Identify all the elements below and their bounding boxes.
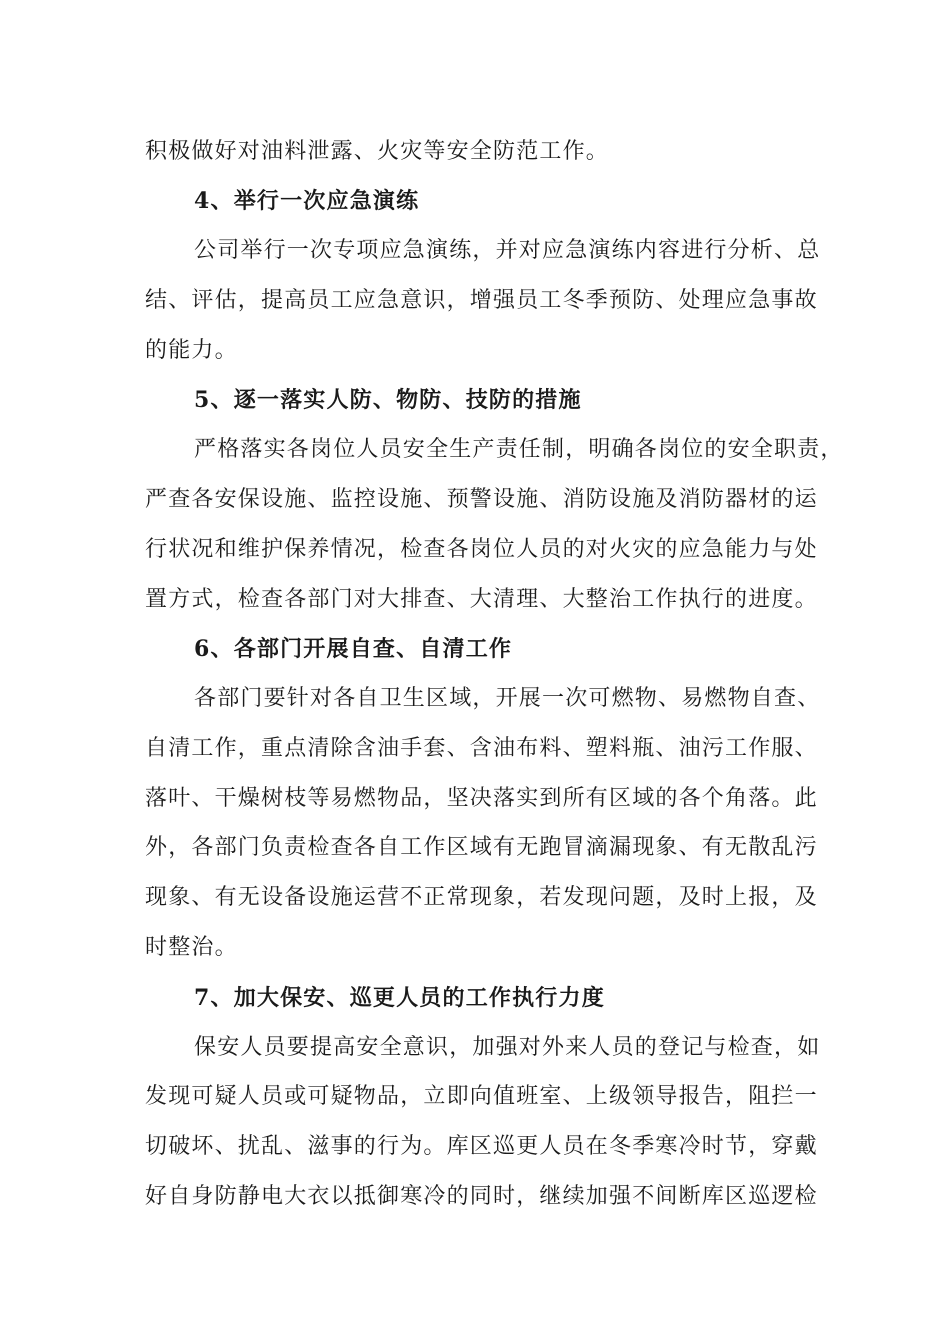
paragraph-line: 行状况和维护保养情况，检查各岗位人员的对火灾的应急能力与处 [145, 537, 818, 562]
paragraph-line: 公司举行一次专项应急演练，并对应急演练内容进行分析、总 [194, 238, 821, 263]
paragraph-line: 时整治。 [145, 935, 238, 960]
paragraph-line: 保安人员要提高安全意识，加强对外来人员的登记与检查，如 [194, 1035, 821, 1060]
paragraph-line: 置方式，检查各部门对大排查、大清理、大整治工作执行的进度。 [145, 587, 818, 612]
section-heading-6: 6、各部门开展自查、自清工作 [194, 636, 513, 662]
paragraph-line: 的能力。 [145, 338, 238, 363]
paragraph-line: 结、评估，提高员工应急意识，增强员工冬季预防、处理应急事故 [145, 288, 818, 313]
section-heading-5: 5、逐一落实人防、物防、技防的措施 [194, 387, 582, 413]
paragraph-line: 积极做好对油料泄露、火灾等安全防范工作。 [145, 139, 610, 164]
paragraph-line: 好自身防静电大衣以抵御寒冷的同时，继续加强不间断库区巡逻检 [145, 1184, 818, 1209]
paragraph-line: 现象、有无设备设施运营不正常现象，若发现问题，及时上报，及 [145, 885, 818, 910]
paragraph-line: 严格落实各岗位人员安全生产责任制，明确各岗位的安全职责， [194, 437, 844, 462]
paragraph-line: 严查各安保设施、监控设施、预警设施、消防设施及消防器材的运 [145, 487, 818, 512]
paragraph-line: 外，各部门负责检查各自工作区域有无跑冒滴漏现象、有无散乱污 [145, 835, 818, 860]
paragraph-line: 发现可疑人员或可疑物品，立即向值班室、上级领导报告，阻拦一 [145, 1084, 818, 1109]
paragraph-line: 各部门要针对各自卫生区域，开展一次可燃物、易燃物自查、 [194, 686, 821, 711]
paragraph-line: 落叶、干燥树枝等易燃物品，坚决落实到所有区域的各个角落。此 [145, 786, 818, 811]
section-heading-4: 4、举行一次应急演练 [194, 188, 420, 214]
paragraph-line: 自清工作，重点清除含油手套、含油布料、塑料瓶、油污工作服、 [145, 736, 818, 761]
paragraph-line: 切破坏、扰乱、滋事的行为。库区巡更人员在冬季寒冷时节，穿戴 [145, 1134, 818, 1159]
section-heading-7: 7、加大保安、巡更人员的工作执行力度 [194, 985, 605, 1011]
